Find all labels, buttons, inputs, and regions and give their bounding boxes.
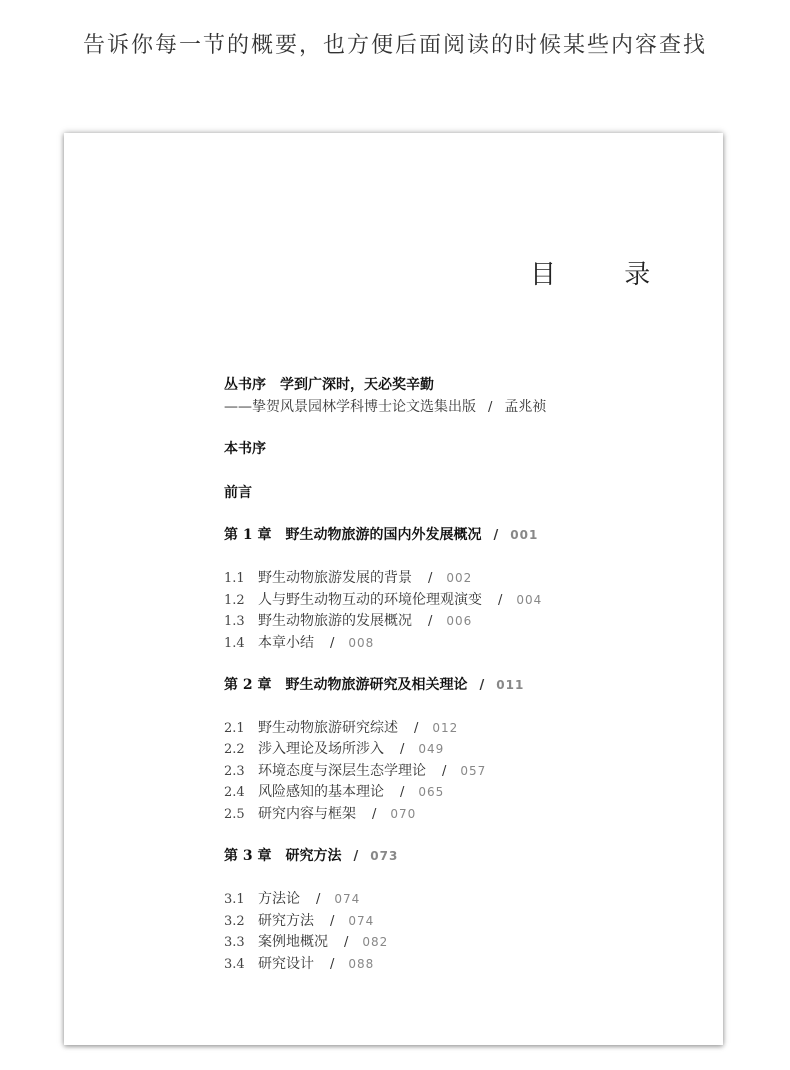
section-number: 2.4	[224, 785, 245, 800]
separator-slash: /	[493, 528, 499, 543]
chapter-number: 第 2 章	[224, 677, 272, 693]
series-preface-line1: 丛书序 学到广深时，天必奖辛勤	[224, 377, 434, 393]
section-2-2	[224, 738, 444, 758]
page-number: 082	[362, 935, 389, 949]
separator-slash: /	[330, 914, 335, 929]
chapter-number: 第 1 章	[224, 527, 272, 543]
page-number: 070	[390, 807, 417, 821]
chapter-title: 野生动物旅游研究及相关理论	[285, 677, 468, 693]
separator-slash: /	[479, 678, 485, 693]
page-number: 065	[418, 785, 445, 799]
section-number: 2.2	[224, 742, 245, 757]
section-title: 方法论	[258, 891, 300, 907]
page-number: 012	[432, 721, 459, 735]
page-number: 002	[446, 571, 473, 585]
section-title: 研究设计	[258, 956, 314, 972]
section-3-4	[224, 953, 374, 973]
section-number: 1.4	[224, 636, 245, 651]
separator-slash: /	[428, 571, 433, 586]
section-number: 1.3	[224, 614, 245, 629]
page-number: 074	[348, 914, 375, 928]
page-number: 057	[460, 764, 487, 778]
separator-slash: /	[498, 593, 503, 608]
series-preface-line2	[224, 396, 546, 416]
section-title: 环境态度与深层生态学理论	[258, 763, 426, 779]
page-number: 073	[370, 849, 399, 863]
section-title: 案例地概况	[258, 934, 328, 950]
section-number: 3.4	[224, 957, 245, 972]
section-title: 人与野生动物互动的环境伦理观演变	[258, 592, 482, 608]
section-2-3	[224, 760, 486, 780]
section-3-2	[224, 910, 374, 930]
section-title: 研究内容与框架	[258, 806, 356, 822]
section-number: 2.5	[224, 807, 245, 822]
chapter-3	[224, 845, 398, 865]
section-number: 2.3	[224, 764, 245, 779]
section-number: 3.2	[224, 914, 245, 929]
separator-slash: /	[372, 807, 377, 822]
separator-slash: /	[344, 935, 349, 950]
separator-slash: /	[400, 785, 405, 800]
section-number: 1.2	[224, 593, 245, 608]
separator-slash: /	[442, 764, 447, 779]
section-3-3	[224, 931, 388, 951]
separator-slash: /	[414, 721, 419, 736]
section-2-1	[224, 717, 458, 737]
page-number: 001	[510, 528, 539, 542]
section-1-3	[224, 610, 472, 630]
section-3-1	[224, 888, 360, 908]
section-title: 研究方法	[258, 913, 314, 929]
separator-slash: /	[488, 400, 493, 415]
series-preface-author: 孟兆祯	[504, 399, 547, 415]
separator-slash: /	[316, 892, 321, 907]
section-1-4	[224, 632, 374, 652]
section-number: 1.1	[224, 571, 245, 586]
page-number: 004	[516, 593, 543, 607]
page-number: 008	[348, 636, 375, 650]
chapter-title: 野生动物旅游的国内外发展概况	[285, 527, 482, 543]
section-1-1	[224, 567, 472, 587]
page-number: 006	[446, 614, 473, 628]
section-2-4	[224, 781, 444, 801]
section-title: 野生动物旅游研究综述	[258, 720, 398, 736]
chapter-2	[224, 674, 524, 694]
separator-slash: /	[330, 636, 335, 651]
section-title: 野生动物旅游发展的背景	[258, 570, 412, 586]
toc-title: 目 录	[530, 260, 681, 290]
separator-slash: /	[330, 957, 335, 972]
separator-slash: /	[428, 614, 433, 629]
foreword: 前言	[224, 485, 252, 501]
section-title: 野生动物旅游的发展概况	[258, 613, 412, 629]
section-title: 风险感知的基本理论	[258, 784, 384, 800]
caption: 告诉你每一节的概要，也方便后面阅读的时候某些内容查找	[82, 33, 707, 58]
chapter-number: 第 3 章	[224, 848, 272, 864]
chapter-title: 研究方法	[285, 848, 342, 864]
section-title: 本章小结	[258, 635, 314, 651]
section-2-5	[224, 803, 416, 823]
section-1-2	[224, 589, 542, 609]
section-number: 3.3	[224, 935, 245, 950]
section-title: 涉入理论及场所涉入	[258, 741, 384, 757]
section-number: 3.1	[224, 892, 245, 907]
page-number: 011	[496, 678, 525, 692]
chapter-1	[224, 524, 538, 544]
page-number: 074	[334, 892, 361, 906]
series-preface-subtitle: ——挚贺风景园林学科博士论文选集出版	[224, 399, 476, 415]
page-number: 049	[418, 742, 445, 756]
page-number: 088	[348, 957, 375, 971]
section-number: 2.1	[224, 721, 245, 736]
separator-slash: /	[353, 849, 359, 864]
separator-slash: /	[400, 742, 405, 757]
book-preface: 本书序	[224, 441, 266, 457]
